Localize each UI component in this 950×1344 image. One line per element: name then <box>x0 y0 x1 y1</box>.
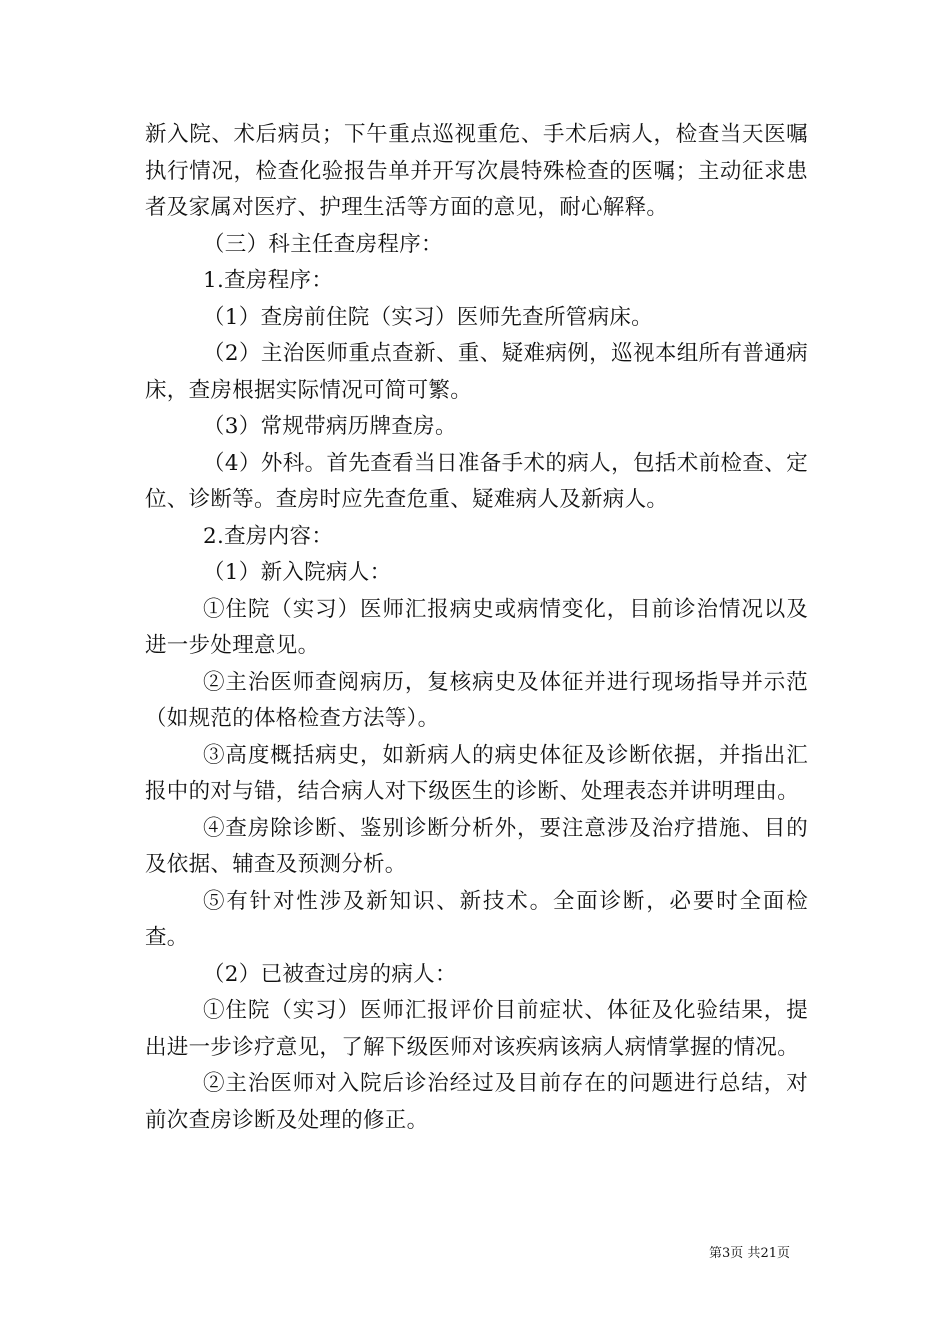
list-item: （2）已被查过房的病人： <box>203 961 457 987</box>
subsection-heading: 1.查房程序： <box>203 268 334 293</box>
footer-middle: 页 共 <box>730 1246 761 1261</box>
list-item: ①住院（实习）医师汇报评价目前症状、体征及化验结果，提出进一步诊疗意见，了解下级医师对该疾病该病人病情掌握的情况。 <box>145 998 808 1060</box>
list-item: ②主治医师对入院后诊治经过及目前存在的问题进行总结，对前次查房诊断及处理的修正。 <box>145 1071 808 1133</box>
page-footer <box>709 1246 790 1262</box>
paragraph: 新入院、术后病员；下午重点巡视重危、手术后病人，检查当天医嘱执行情况，检查化验报告单并开写次晨特殊检查的医嘱；主动征求患者及家属对医疗、护理生活等方面的意见，耐心解释。 <box>145 122 808 220</box>
list-item: （3）常规带病历牌查房。 <box>203 414 457 439</box>
list-item: ③高度概括病史，如新病人的病史体征及诊断依据，并指出汇报中的对与错，结合病人对下级医生的诊断、处理表态并讲明理由。 <box>145 742 808 804</box>
footer-suffix: 页 <box>776 1246 790 1261</box>
list-item: ④查房除诊断、鉴别诊断分析外，要注意涉及治疗措施、目的及依据、辅查及预测分析。 <box>145 815 808 877</box>
total-page-number: 21 <box>760 1246 777 1261</box>
document-body <box>145 117 808 1139</box>
list-item: ①住院（实习）医师汇报病史或病情变化，目前诊治情况以及进一步处理意见。 <box>145 596 808 658</box>
section-heading: （三）科主任查房程序： <box>203 231 443 257</box>
list-item: ⑤有针对性涉及新知识、新技术。全面诊断，必要时全面检查。 <box>145 888 808 950</box>
list-item: （1）查房前住院（实习）医师先查所管病床。 <box>203 304 653 330</box>
current-page-number: 3 <box>722 1246 731 1261</box>
list-item: ②主治医师查阅病历，复核病史及体征并进行现场指导并示范（如规范的体格检查方法等）。 <box>145 669 808 731</box>
footer-prefix: 第 <box>709 1246 723 1261</box>
list-item: （4）外科。首先查看当日准备手术的病人，包括术前检查、定位、诊断等。查房时应先查危重、疑难病人及新病人。 <box>145 450 808 512</box>
subsection-heading: 2.查房内容： <box>203 523 334 549</box>
list-item: （1）新入院病人： <box>203 560 392 585</box>
list-item: （2）主治医师重点查新、重、疑难病例，巡视本组所有普通病床，查房根据实际情况可简可繁。 <box>145 341 808 403</box>
